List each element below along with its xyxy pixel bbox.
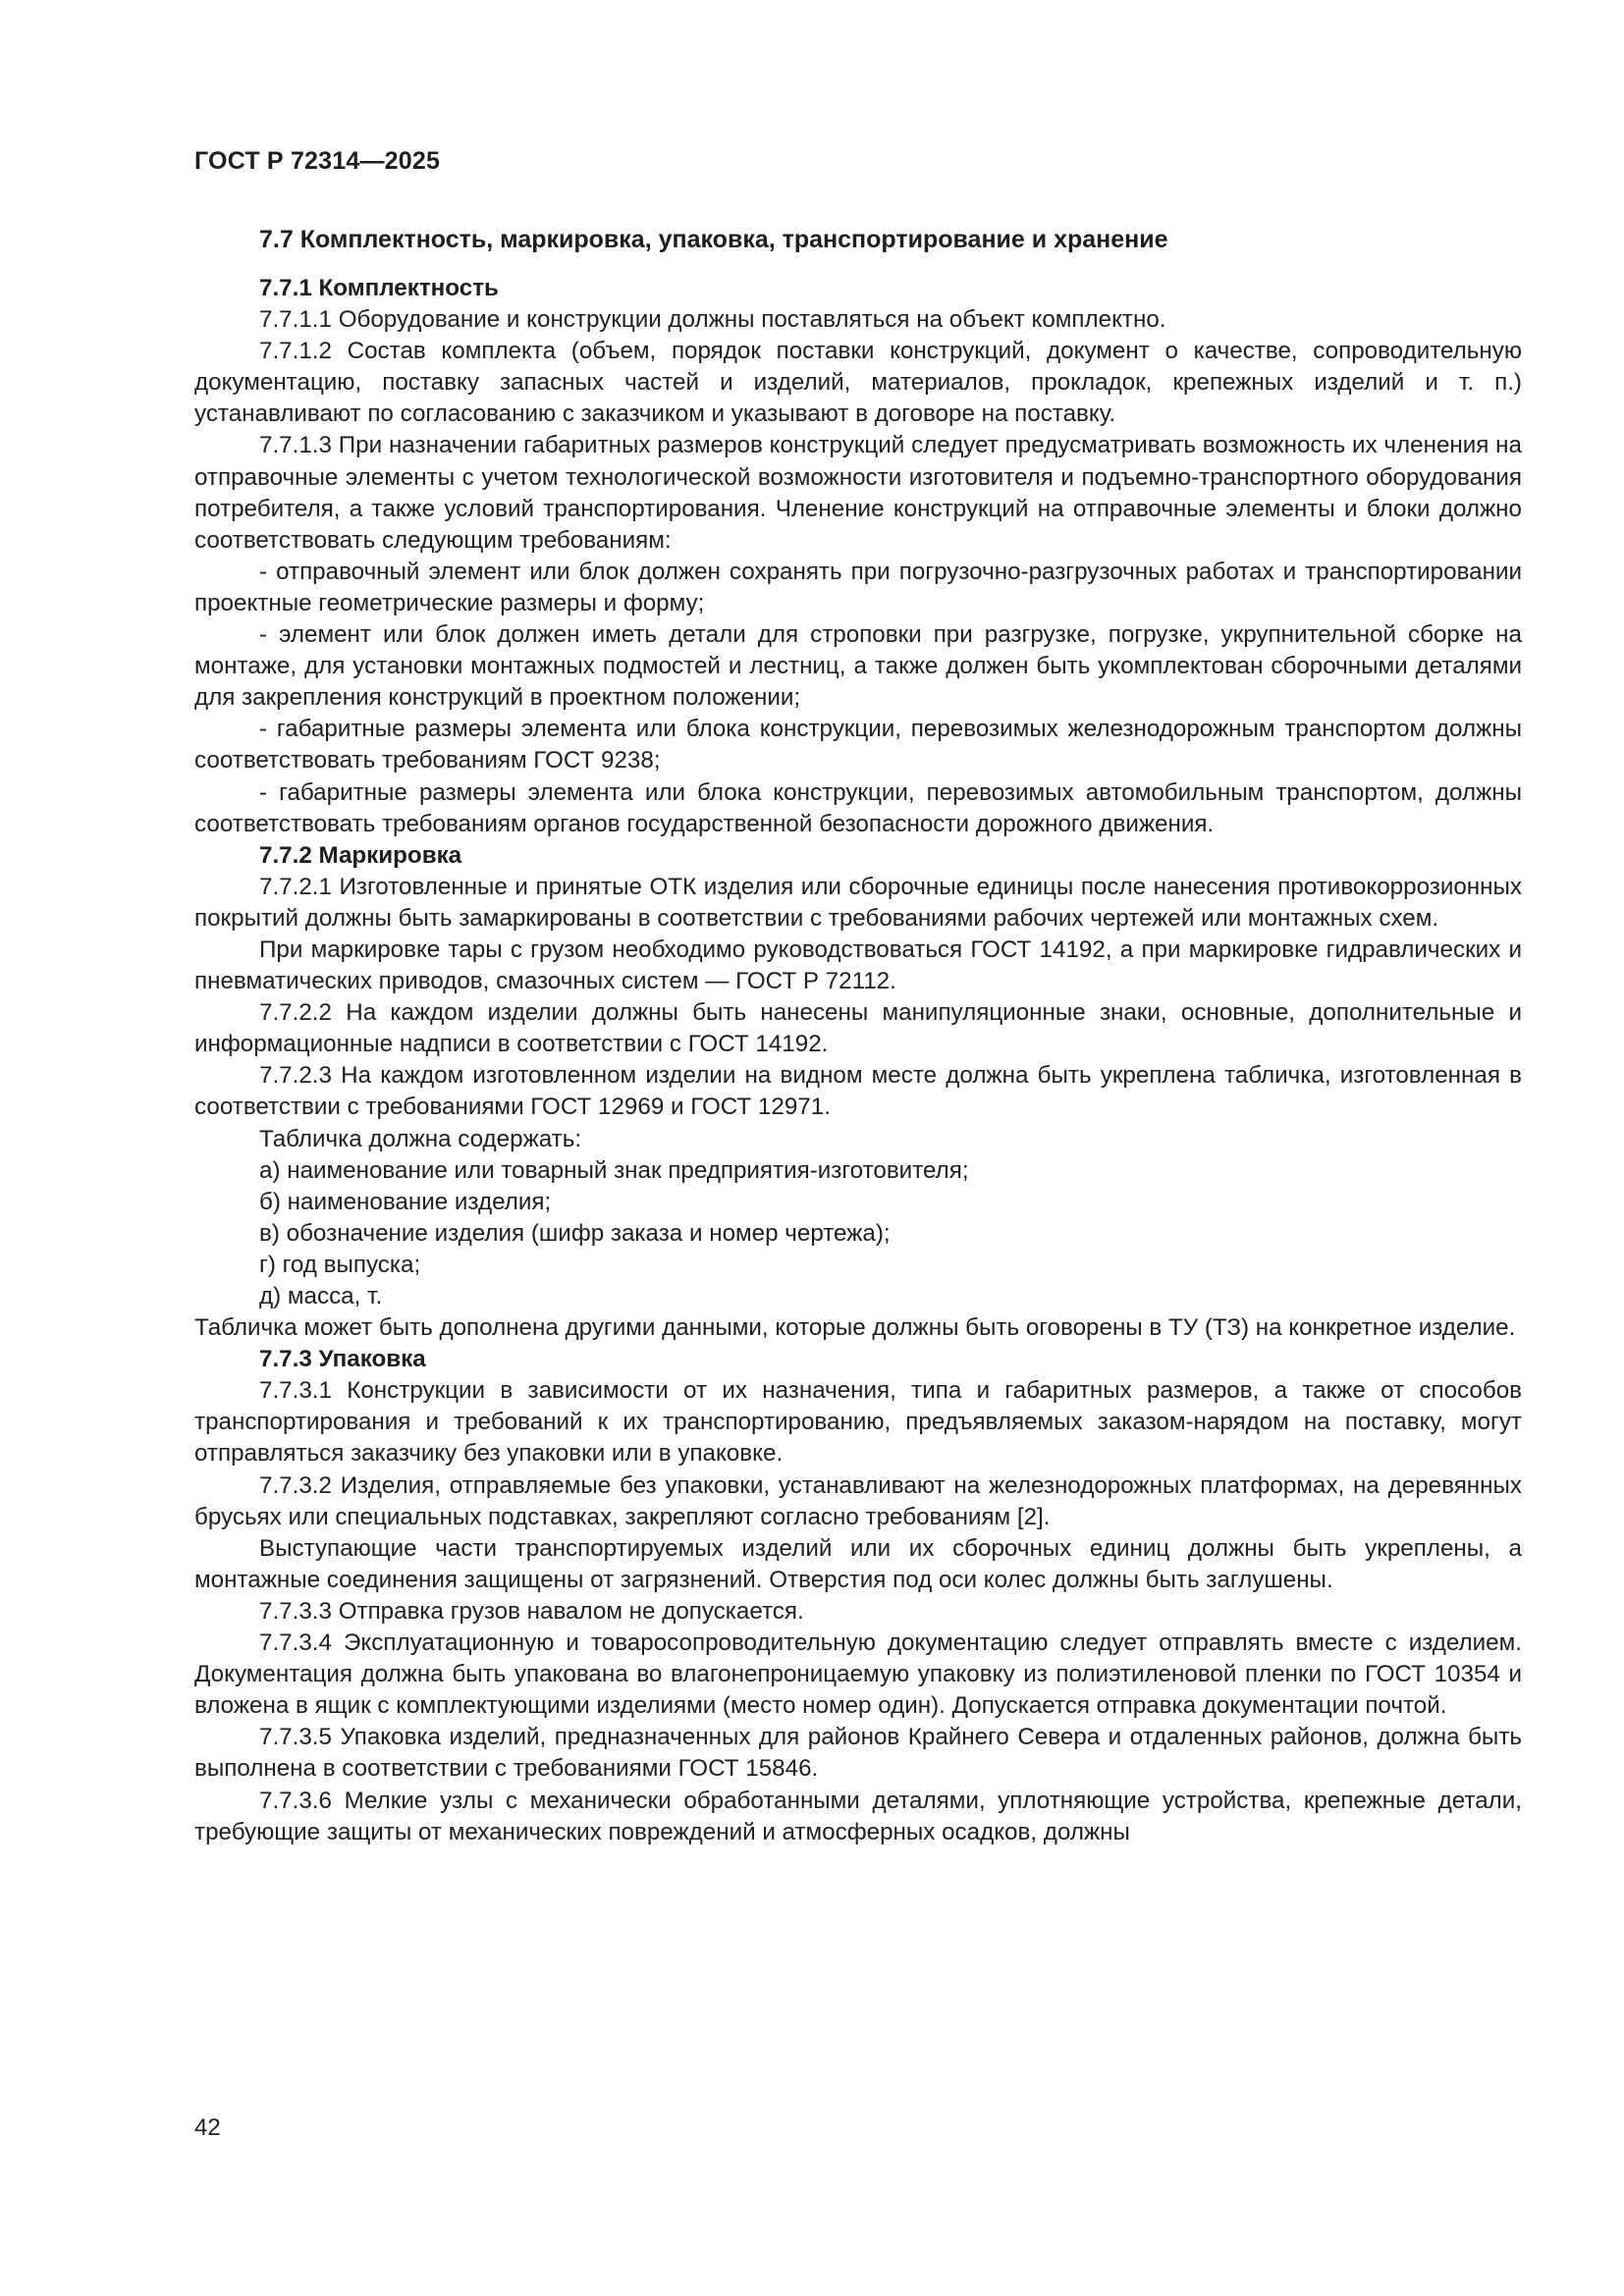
document-code-header: ГОСТ Р 72314—2025	[194, 147, 441, 175]
paragraph: Выступающие части транспортируемых изделий или их сборочных единиц должны быть укреплены, а монтажные соединения защищены от загрязнений. Отверстия под оси колес должны быть заглушены.	[194, 1534, 1522, 1593]
list-item: - габаритные размеры элемента или блока конструкции, перевозимых железнодорожным транспортом должны соответствовать требованиям ГОСТ 9238;	[194, 716, 1522, 774]
list-item: в) обозначение изделия (шифр заказа и номер чертежа);	[259, 1219, 891, 1247]
list-item: а) наименование или товарный знак предприятия-изготовителя;	[259, 1156, 969, 1184]
paragraph: 7.7.1.2 Состав комплекта (объем, порядок поставки конструкций, документ о качестве, сопроводительную документацию, поставку запасных частей и изделий, материалов, прокладок, крепежных изделий и т. п.) устанавливают по согласованию с заказчиком и указывают в договоре на поставку.	[194, 338, 1522, 428]
section-title: 7.7 Комплектность, маркировка, упаковка, транспортирование и хранение	[259, 226, 1168, 253]
paragraph: При маркировке тары с грузом необходимо руководствоваться ГОСТ 14192, а при маркировке гидравлических и пневматических приводов, смазочных систем — ГОСТ Р 72112.	[194, 935, 1522, 995]
subsection-title-packaging: 7.7.3 Упаковка	[259, 1346, 426, 1373]
subsection-title-completeness: 7.7.1 Комплектность	[259, 275, 499, 301]
paragraph: 7.7.2.2 На каждом изделии должны быть нанесены манипуляционные знаки, основные, дополнительные и информационные надписи в соответствии с ГОСТ 14192.	[194, 999, 1522, 1058]
list-item: г) год выпуска;	[259, 1251, 421, 1278]
list-item: д) масса, т.	[259, 1283, 383, 1309]
paragraph: 7.7.3.3 Отправка грузов навалом не допускается.	[259, 1597, 804, 1625]
list-item: б) наименование изделия;	[259, 1188, 552, 1215]
paragraph: 7.7.2.1 Изготовленные и принятые ОТК изделия или сборочные единицы после нанесения противокоррозионных покрытий должны быть замаркированы в соответствии с требованиями рабочих чертежей или монтажных схем.	[194, 873, 1522, 932]
paragraph: 7.7.1.1 Оборудование и конструкции должны поставляться на объект комплектно.	[259, 306, 1166, 334]
list-item: - элемент или блок должен иметь детали для строповки при разгрузке, погрузке, укрупнительной сборке на монтаже, для установки монтажных подмостей и лестниц, а также должен быть укомплектован сборочными деталями для закрепления конструкций в проектном положении;	[194, 621, 1522, 712]
page-number: 42	[194, 2114, 221, 2141]
list-item: - отправочный элемент или блок должен сохранять при погрузочно-разгрузочных работах и транспортировании проектные геометрические размеры и форму;	[194, 558, 1522, 616]
paragraph: 7.7.1.3 При назначении габаритных размеров конструкций следует предусматривать возможность их членения на отправочные элементы с учетом технологической возможности изготовителя и подъемно-транспортного оборудования потребителя, а также условий транспортирования. Членение конструкций на отправочные элементы и блоки должно соответствовать следующим требованиям:	[194, 432, 1522, 554]
paragraph: Табличка должна содержать:	[259, 1125, 582, 1152]
paragraph: 7.7.2.3 На каждом изготовленном изделии на видном месте должна быть укреплена табличка, изготовленная в соответствии с требованиями ГОСТ 12969 и ГОСТ 12971.	[194, 1062, 1522, 1121]
document-body	[194, 224, 1522, 1848]
paragraph: 7.7.3.6 Мелкие узлы с механически обработанными деталями, уплотняющие устройства, крепежные детали, требующие защиты от механических повреждений и атмосферных осадков, должны	[194, 1787, 1522, 1845]
paragraph: 7.7.3.1 Конструкции в зависимости от их назначения, типа и габаритных размеров, а также от способов транспортирования и требований к их транспортированию, предъявляемых заказом-нарядом на поставку, могут отправляться заказчику без упаковки или в упаковке.	[194, 1377, 1522, 1468]
subsection-title-marking: 7.7.2 Маркировка	[259, 841, 462, 869]
paragraph: 7.7.3.5 Упаковка изделий, предназначенных для районов Крайнего Севера и отдаленных районов, должна быть выполнена в соответствии с требованиями ГОСТ 15846.	[194, 1724, 1522, 1783]
paragraph: 7.7.3.4 Эксплуатационную и товаросопроводительную документацию следует отправлять вместе с изделием. Документация должна быть упакована во влагонепроницаемую упаковку из полиэтиленовой пленки по ГОСТ 10354 и вложена в ящик с комплектующими изделиями (место номер один). Допускается отправка документации почтой.	[194, 1629, 1522, 1720]
paragraph: Табличка может быть дополнена другими данными, которые должны быть оговорены в ТУ (ТЗ) на конкретное изделие.	[194, 1314, 1516, 1342]
paragraph: 7.7.3.2 Изделия, отправляемые без упаковки, устанавливают на железнодорожных платформах, на деревянных брусьях или специальных подставках, закрепляют согласно требованиям [2].	[194, 1471, 1522, 1530]
list-item: - габаритные размеры элемента или блока конструкции, перевозимых автомобильным транспортом, должны соответствовать требованиям органов государственной безопасности дорожного движения.	[194, 778, 1522, 837]
